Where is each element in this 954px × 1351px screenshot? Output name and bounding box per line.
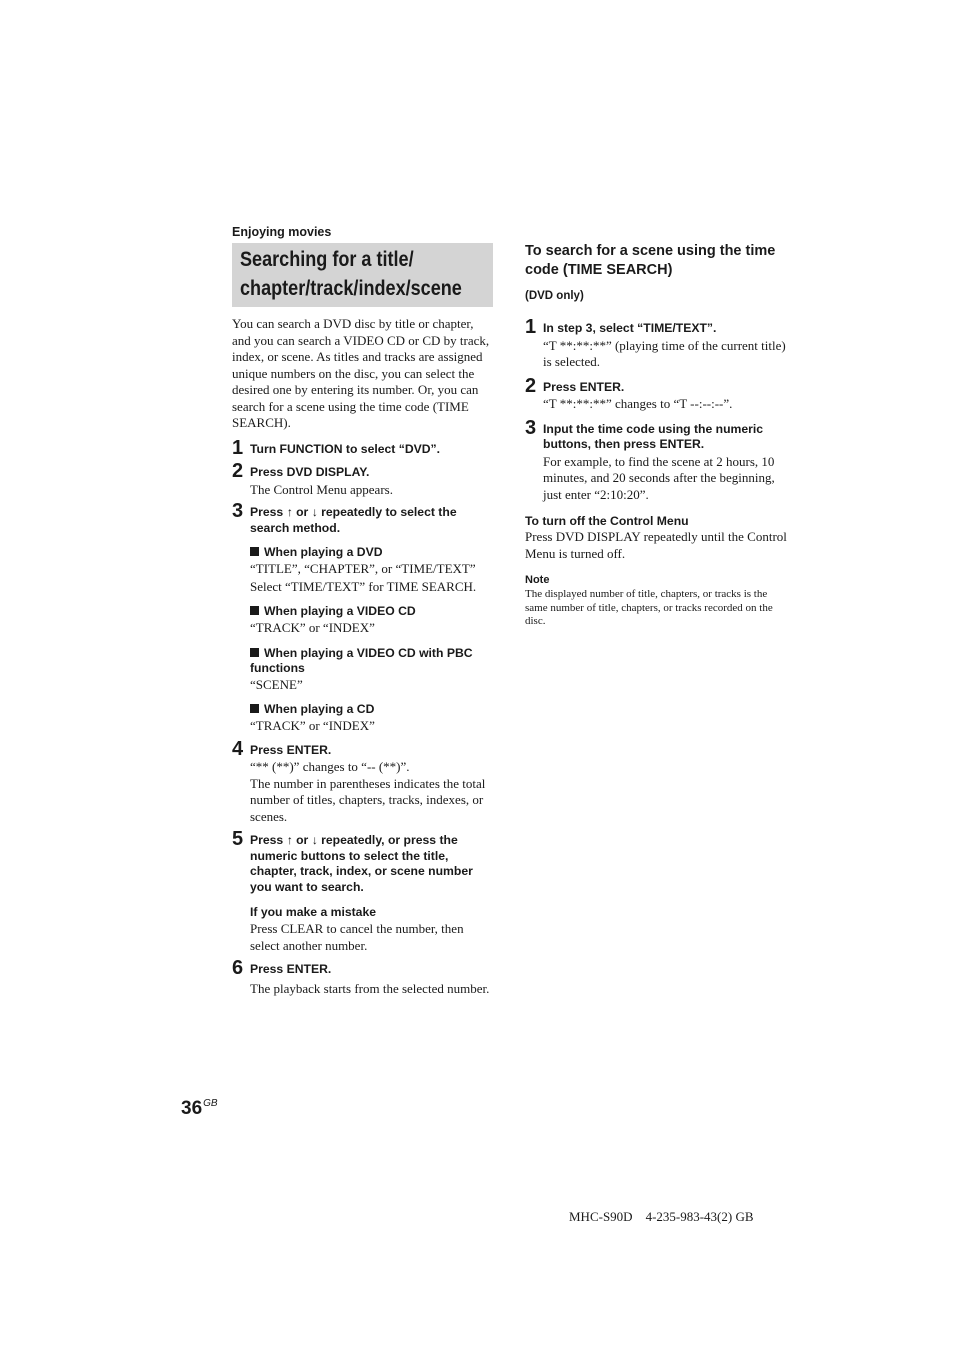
- cd-option-line: “TRACK” or “INDEX”: [250, 718, 375, 733]
- step-heading: Press DVD DISPLAY.: [250, 465, 370, 479]
- dvd-option-note: Select “TIME/TEXT” for TIME SEARCH.: [250, 578, 477, 594]
- pbc-option-line: “SCENE”: [250, 676, 303, 692]
- dvd-only-label: (DVD only): [525, 290, 584, 302]
- step-heading: Turn FUNCTION to select “DVD”.: [250, 441, 441, 456]
- step-number: 5: [232, 828, 244, 850]
- step-number: 1: [232, 436, 244, 459]
- time-search-heading: To search for a scene using the time code (TIME SEARCH): [525, 243, 776, 278]
- step-heading: Press ENTER.: [250, 742, 332, 757]
- note-description: The displayed number of title, chapters, or tracks is the same number of title, chapters, or tracks recorded on the disc.: [525, 588, 773, 627]
- time-step-3: [525, 416, 787, 504]
- step-heading: Press ENTER.: [543, 379, 625, 394]
- page-title: [232, 243, 493, 307]
- page-number-value: 36: [181, 1098, 203, 1119]
- step-4: [232, 737, 494, 826]
- square-bullet-icon: [250, 547, 259, 556]
- step-1: [232, 436, 494, 459]
- left-column: [232, 316, 494, 997]
- step-6: [232, 957, 494, 997]
- step-description: “T **:**:**” (playing time of the current title) is selected.: [543, 337, 786, 369]
- time-step-2: [525, 374, 787, 413]
- cd-option-heading: When playing a CD: [264, 702, 375, 716]
- vcd-option-heading: When playing a VIDEO CD: [264, 604, 416, 618]
- time-step-1: [525, 316, 787, 371]
- page-number: [181, 1098, 218, 1120]
- note-heading: Note: [525, 574, 550, 586]
- step-number: 6: [232, 957, 244, 979]
- step-number: 4: [232, 737, 244, 760]
- step-number: 2: [525, 374, 537, 397]
- vcd-option-block: [250, 604, 494, 637]
- model-code: MHC-S90D 4-235-983-43(2) GB: [569, 1209, 754, 1224]
- dvd-option-heading: When playing a DVD: [264, 545, 383, 559]
- step-heading: Press ENTER.: [250, 962, 332, 976]
- page-title-line-1: Searching for a title/: [240, 248, 414, 271]
- mistake-heading: If you make a mistake: [250, 905, 376, 919]
- right-column: [525, 242, 787, 629]
- step-description: “T **:**:**” changes to “T --:--:--”.: [543, 396, 733, 411]
- intro-paragraph: You can search a DVD disc by title or chapter, and you can search a VIDEO CD or CD by track, index, or scene. As titles and tracks are assigned unique numbers on the disc, you can select the desired one by entering its number. Or, you can search for a scene using the time code (TIME SEARCH).: [232, 316, 490, 430]
- section-label: Enjoying movies: [232, 225, 332, 239]
- step-description-2: The number in parentheses indicates the total number of titles, chapters, tracks, indexes, or scenes.: [250, 775, 486, 824]
- square-bullet-icon: [250, 704, 259, 713]
- control-menu-off-description: Press DVD DISPLAY repeatedly until the Control Menu is turned off.: [525, 529, 787, 561]
- step-heading: In step 3, select “TIME/TEXT”.: [543, 321, 717, 335]
- step-number: 1: [525, 316, 537, 338]
- dvd-option-line: “TITLE”, “CHAPTER”, or “TIME/TEXT”: [250, 561, 476, 576]
- step-description: “** (**)” changes to “-- (**)”.: [250, 759, 410, 774]
- pbc-option-block: [250, 646, 494, 694]
- step-description: The playback starts from the selected number.: [250, 980, 490, 996]
- step-number: 3: [232, 500, 244, 522]
- dvd-option-block: [250, 545, 494, 595]
- cd-option-block: [250, 702, 494, 735]
- control-menu-off-heading: To turn off the Control Menu: [525, 514, 689, 528]
- pbc-option-heading: When playing a VIDEO CD with PBC functions: [250, 645, 473, 675]
- step-number: 2: [232, 460, 244, 482]
- step-2: [232, 460, 494, 498]
- step-heading: Press ↑ or ↓ repeatedly to select the search method.: [250, 505, 457, 535]
- page-suffix: GB: [203, 1098, 218, 1109]
- mistake-description: Press CLEAR to cancel the number, then select another number.: [250, 921, 464, 953]
- step-description: For example, to find the scene at 2 hours, 10 minutes, and 20 seconds after the beginning, just enter “2:10:20”.: [543, 453, 775, 502]
- page-title-line-2: chapter/track/index/scene: [240, 277, 462, 300]
- step-description: The Control Menu appears.: [250, 481, 393, 497]
- step-3: [232, 500, 494, 735]
- step-number: 3: [525, 416, 537, 439]
- step-heading: Input the time code using the numeric buttons, then press ENTER.: [543, 421, 764, 451]
- square-bullet-icon: [250, 648, 259, 657]
- step-heading: Press ↑ or ↓ repeatedly, or press the numeric buttons to select the title, chapter, track, index, or scene number you want to search.: [250, 833, 473, 894]
- vcd-option-line: “TRACK” or “INDEX”: [250, 620, 375, 635]
- step-5: [232, 828, 494, 954]
- square-bullet-icon: [250, 606, 259, 615]
